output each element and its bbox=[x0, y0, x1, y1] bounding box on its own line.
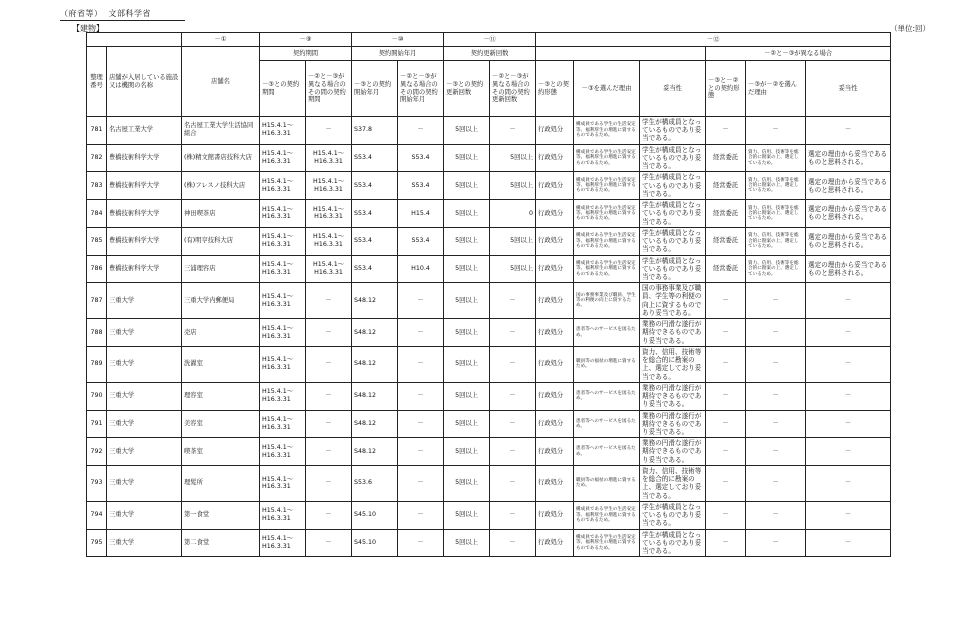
institution-cell: 豊橋技術科学大学 bbox=[107, 227, 182, 255]
contract-period-cell: H15.4.1～H16.3.31 bbox=[260, 410, 306, 438]
validity-cell: 学生が構成員となっているものであり妥当である。 bbox=[640, 501, 706, 529]
validity-cell: 国の事務事業及び職員、学生等の利便の向上に資するものであり妥当である。 bbox=[640, 283, 706, 319]
contract-form-alt-cell: － bbox=[706, 438, 746, 466]
reason-alt-cell: － bbox=[746, 465, 806, 501]
contract-form-alt-cell: － bbox=[706, 410, 746, 438]
institution-cell: 三重大学 bbox=[107, 283, 182, 319]
contract-period-cell: H15.4.1～H16.3.31 bbox=[260, 200, 306, 228]
institution-cell: 三重大学 bbox=[107, 382, 182, 410]
contract-period-cell: H15.4.1～H16.3.31 bbox=[260, 465, 306, 501]
contract-start-alt-cell: － bbox=[398, 529, 444, 557]
store-name-cell: 名古屋工業大学生活協同組合 bbox=[182, 117, 260, 145]
contract-start-alt-cell: － bbox=[398, 382, 444, 410]
contract-period-cell: H15.4.1～H16.3.31 bbox=[260, 319, 306, 347]
contract-period-alt-cell: － bbox=[306, 438, 352, 466]
contract-start-cell: S48.12 bbox=[352, 346, 398, 382]
contract-start-cell: S45.10 bbox=[352, 501, 398, 529]
contract-period-alt-cell: － bbox=[306, 346, 352, 382]
reason-alt-cell: － bbox=[746, 346, 806, 382]
header-c12d: －③と－②との契約形態 bbox=[706, 61, 746, 117]
store-name-cell: (株)フレスノ技科大店 bbox=[182, 172, 260, 200]
contract-form-alt-cell: － bbox=[706, 529, 746, 557]
contract-start-cell: S48.12 bbox=[352, 319, 398, 347]
contract-start-cell: S48.12 bbox=[352, 438, 398, 466]
store-name-cell: 三重大学内郵便局 bbox=[182, 283, 260, 319]
reason-cell: 患者等へのサービスを図るため。 bbox=[574, 319, 640, 347]
validity-cell: 資力、信用、技術等を総合的に勘案の上、選定しており妥当である。 bbox=[640, 346, 706, 382]
header-renewal-count: 契約更新回数 bbox=[444, 47, 536, 61]
renewal-count-cell: 5回以上 bbox=[444, 255, 490, 283]
renewal-count-alt-cell: 5回以上 bbox=[490, 172, 536, 200]
contract-start-cell: S53.4 bbox=[352, 200, 398, 228]
renewal-count-cell: 5回以上 bbox=[444, 172, 490, 200]
validity-cell: 学生が構成員となっているものであり妥当である。 bbox=[640, 529, 706, 557]
header-institution: 店舗が入居している施設又は機関の名称 bbox=[107, 47, 182, 117]
header-no: 整理番号 bbox=[87, 47, 107, 117]
store-name-cell: 喫茶室 bbox=[182, 438, 260, 466]
contract-start-alt-cell: － bbox=[398, 117, 444, 145]
contract-form-alt-cell: － bbox=[706, 283, 746, 319]
validity-alt-cell: － bbox=[806, 501, 891, 529]
validity-alt-cell: 選定の理由から妥当であるものと思料される。 bbox=[806, 144, 891, 172]
contract-form-cell: 行政処分 bbox=[536, 319, 574, 347]
validity-alt-cell: － bbox=[806, 529, 891, 557]
row-number: 783 bbox=[87, 172, 107, 200]
contract-start-alt-cell: S53.4 bbox=[398, 227, 444, 255]
renewal-count-cell: 5回以上 bbox=[444, 283, 490, 319]
header-row-sub bbox=[87, 47, 891, 61]
ministry-header bbox=[60, 8, 157, 19]
institution-cell: 三重大学 bbox=[107, 346, 182, 382]
contract-period-cell: H15.4.1～H16.3.31 bbox=[260, 117, 306, 145]
table-row bbox=[87, 283, 891, 319]
contract-start-alt-cell: S53.4 bbox=[398, 144, 444, 172]
row-number: 789 bbox=[87, 346, 107, 382]
validity-cell: 業務の円滑な遂行が期待できるものであり妥当である。 bbox=[640, 438, 706, 466]
contract-form-alt-cell: 経営委託 bbox=[706, 255, 746, 283]
contract-period-alt-cell: H15.4.1～H16.3.31 bbox=[306, 227, 352, 255]
contract-form-cell: 行政処分 bbox=[536, 200, 574, 228]
renewal-count-alt-cell: 5回以上 bbox=[490, 144, 536, 172]
renewal-count-alt-cell: 5回以上 bbox=[490, 255, 536, 283]
reason-cell: 構成員である学生の生活安定等、福利厚生の増進に資するものであるため。 bbox=[574, 529, 640, 557]
contract-start-cell: S48.12 bbox=[352, 382, 398, 410]
contract-form-cell: 行政処分 bbox=[536, 144, 574, 172]
row-number: 788 bbox=[87, 319, 107, 347]
row-number: 787 bbox=[87, 283, 107, 319]
contract-period-cell: H15.4.1～H16.3.31 bbox=[260, 283, 306, 319]
contract-form-alt-cell: 経営委託 bbox=[706, 200, 746, 228]
contract-start-alt-cell: － bbox=[398, 465, 444, 501]
contract-form-alt-cell: － bbox=[706, 501, 746, 529]
institution-cell: 名古屋工業大学 bbox=[107, 117, 182, 145]
contract-period-cell: H15.4.1～H16.3.31 bbox=[260, 438, 306, 466]
header-c10b: －②と－③が異なる場合のその間の契約開始年月 bbox=[398, 61, 444, 117]
contract-form-cell: 行政処分 bbox=[536, 465, 574, 501]
validity-cell: 業務の円滑な遂行が期待できるものであり妥当である。 bbox=[640, 410, 706, 438]
validity-cell: 学生が構成員となっているものであり妥当である。 bbox=[640, 255, 706, 283]
store-name-cell: 理髪所 bbox=[182, 465, 260, 501]
contract-form-cell: 行政処分 bbox=[536, 529, 574, 557]
validity-cell: 業務の円滑な遂行が期待できるものであり妥当である。 bbox=[640, 319, 706, 347]
contract-start-alt-cell: H15.4 bbox=[398, 200, 444, 228]
ministry-label: （府省等） bbox=[60, 9, 103, 18]
table-row bbox=[87, 172, 891, 200]
reason-cell: 構成員である学生の生活安定等、福利厚生の増進に資するものであるため。 bbox=[574, 144, 640, 172]
header-g9: －⑨ bbox=[260, 33, 352, 47]
contract-table bbox=[86, 32, 891, 557]
store-name-cell: 売店 bbox=[182, 319, 260, 347]
renewal-count-cell: 5回以上 bbox=[444, 144, 490, 172]
table-body bbox=[87, 117, 891, 557]
table-row bbox=[87, 200, 891, 228]
header-c11a: －③との契約更新回数 bbox=[444, 61, 490, 117]
header-c11b: －②と－③が異なる場合のその間の契約更新回数 bbox=[490, 61, 536, 117]
reason-alt-cell: － bbox=[746, 501, 806, 529]
reason-cell: 構成員である学生の生活安定等、福利厚生の増進に資するものであるため。 bbox=[574, 501, 640, 529]
contract-start-cell: S48.12 bbox=[352, 410, 398, 438]
reason-cell: 患者等へのサービスを図るため。 bbox=[574, 382, 640, 410]
institution-cell: 三重大学 bbox=[107, 319, 182, 347]
renewal-count-cell: 5回以上 bbox=[444, 465, 490, 501]
section-label: 【建物】 bbox=[72, 24, 104, 33]
institution-cell: 三重大学 bbox=[107, 501, 182, 529]
validity-alt-cell: － bbox=[806, 319, 891, 347]
reason-cell: 患者等へのサービスを図るため。 bbox=[574, 438, 640, 466]
renewal-count-cell: 5回以上 bbox=[444, 382, 490, 410]
reason-alt-cell: 資力、信用、技術等を総合的に勘案の上、選定しているため。 bbox=[746, 200, 806, 228]
reason-alt-cell: 資力、信用、技術等を総合的に勘案の上、選定しているため。 bbox=[746, 144, 806, 172]
contract-period-cell: H15.4.1～H16.3.31 bbox=[260, 501, 306, 529]
contract-period-alt-cell: － bbox=[306, 465, 352, 501]
store-name-cell: 美容室 bbox=[182, 410, 260, 438]
table-row bbox=[87, 144, 891, 172]
contract-period-cell: H15.4.1～H16.3.31 bbox=[260, 255, 306, 283]
row-number: 795 bbox=[87, 529, 107, 557]
contract-form-cell: 行政処分 bbox=[536, 283, 574, 319]
reason-alt-cell: － bbox=[746, 319, 806, 347]
renewal-count-cell: 5回以上 bbox=[444, 319, 490, 347]
contract-start-cell: S45.10 bbox=[352, 529, 398, 557]
contract-period-alt-cell: － bbox=[306, 319, 352, 347]
validity-alt-cell: － bbox=[806, 382, 891, 410]
validity-alt-cell: － bbox=[806, 346, 891, 382]
contract-form-cell: 行政処分 bbox=[536, 117, 574, 145]
validity-cell: 学生が構成員となっているものであり妥当である。 bbox=[640, 172, 706, 200]
header-c12e: －③が－②を選んだ理由 bbox=[746, 61, 806, 117]
header-c10a: －③との契約開始年月 bbox=[352, 61, 398, 117]
contract-period-cell: H15.4.1～H16.3.31 bbox=[260, 172, 306, 200]
contract-form-alt-cell: 経営委託 bbox=[706, 144, 746, 172]
store-name-cell: 第二食堂 bbox=[182, 529, 260, 557]
renewal-count-cell: 5回以上 bbox=[444, 501, 490, 529]
row-number: 785 bbox=[87, 227, 107, 255]
row-number: 790 bbox=[87, 382, 107, 410]
reason-cell: 職員等の福祉の増進に資するため。 bbox=[574, 465, 640, 501]
contract-start-alt-cell: － bbox=[398, 283, 444, 319]
contract-form-alt-cell: 経営委託 bbox=[706, 172, 746, 200]
contract-start-alt-cell: － bbox=[398, 346, 444, 382]
reason-alt-cell: － bbox=[746, 410, 806, 438]
renewal-count-alt-cell: － bbox=[490, 501, 536, 529]
store-name-cell: (有)明亨技科大店 bbox=[182, 227, 260, 255]
row-number: 791 bbox=[87, 410, 107, 438]
table-row bbox=[87, 227, 891, 255]
contract-start-alt-cell: － bbox=[398, 501, 444, 529]
validity-alt-cell: 選定の理由から妥当であるものと思料される。 bbox=[806, 227, 891, 255]
contract-period-alt-cell: － bbox=[306, 529, 352, 557]
row-number: 782 bbox=[87, 144, 107, 172]
reason-alt-cell: 資力、信用、技術等を総合的に勘案の上、選定しているため。 bbox=[746, 255, 806, 283]
validity-alt-cell: － bbox=[806, 465, 891, 501]
validity-alt-cell: 選定の理由から妥当であるものと思料される。 bbox=[806, 255, 891, 283]
header-c12a: －③との契約形態 bbox=[536, 61, 574, 117]
reason-alt-cell: － bbox=[746, 382, 806, 410]
header-c9a: －③との契約期間 bbox=[260, 61, 306, 117]
validity-alt-cell: － bbox=[806, 117, 891, 145]
contract-period-cell: H15.4.1～H16.3.31 bbox=[260, 346, 306, 382]
validity-alt-cell: 選定の理由から妥当であるものと思料される。 bbox=[806, 200, 891, 228]
renewal-count-alt-cell: － bbox=[490, 283, 536, 319]
table-row bbox=[87, 465, 891, 501]
row-number: 784 bbox=[87, 200, 107, 228]
header-g12b: －②と－③が異なる場合 bbox=[706, 47, 891, 61]
contract-form-alt-cell: 経営委託 bbox=[706, 227, 746, 255]
header-g10: －⑩ bbox=[352, 33, 444, 47]
validity-alt-cell: － bbox=[806, 410, 891, 438]
reason-cell: 構成員である学生の生活安定等、福利厚生の増進に資するものであるため。 bbox=[574, 200, 640, 228]
renewal-count-alt-cell: 5回以上 bbox=[490, 227, 536, 255]
contract-start-cell: S48.12 bbox=[352, 283, 398, 319]
contract-form-alt-cell: － bbox=[706, 346, 746, 382]
contract-form-alt-cell: － bbox=[706, 382, 746, 410]
institution-cell: 豊橋技術科学大学 bbox=[107, 144, 182, 172]
contract-start-cell: S53.4 bbox=[352, 255, 398, 283]
store-name-cell: 三浦理容店 bbox=[182, 255, 260, 283]
contract-start-cell: S53.4 bbox=[352, 172, 398, 200]
validity-alt-cell: 選定の理由から妥当であるものと思料される。 bbox=[806, 172, 891, 200]
header-c12b: －③を選んだ理由 bbox=[574, 61, 640, 117]
store-name-cell: (株)精文館書店技科大店 bbox=[182, 144, 260, 172]
institution-cell: 三重大学 bbox=[107, 529, 182, 557]
table-row bbox=[87, 410, 891, 438]
contract-period-alt-cell: H15.4.1～H16.3.31 bbox=[306, 172, 352, 200]
reason-alt-cell: 資力、信用、技術等を総合的に勘案の上、選定しているため。 bbox=[746, 227, 806, 255]
table-row bbox=[87, 346, 891, 382]
reason-alt-cell: 資力、信用、技術等を総合的に勘案の上、選定しているため。 bbox=[746, 172, 806, 200]
contract-start-alt-cell: S53.4 bbox=[398, 172, 444, 200]
header-blank bbox=[87, 33, 182, 47]
contract-form-alt-cell: － bbox=[706, 465, 746, 501]
institution-cell: 豊橋技術科学大学 bbox=[107, 172, 182, 200]
reason-cell: 職員等の福祉の増進に資するため。 bbox=[574, 346, 640, 382]
header-c9b: －②と－③が異なる場合のその間の契約期間 bbox=[306, 61, 352, 117]
renewal-count-alt-cell: － bbox=[490, 346, 536, 382]
institution-cell: 三重大学 bbox=[107, 465, 182, 501]
contract-start-alt-cell: － bbox=[398, 410, 444, 438]
contract-form-cell: 行政処分 bbox=[536, 410, 574, 438]
renewal-count-alt-cell: － bbox=[490, 529, 536, 557]
contract-start-cell: S53.6 bbox=[352, 465, 398, 501]
renewal-count-alt-cell: － bbox=[490, 410, 536, 438]
contract-form-cell: 行政処分 bbox=[536, 255, 574, 283]
reason-alt-cell: － bbox=[746, 438, 806, 466]
store-name-cell: 第一食堂 bbox=[182, 501, 260, 529]
row-number: 793 bbox=[87, 465, 107, 501]
contract-period-alt-cell: － bbox=[306, 117, 352, 145]
contract-period-alt-cell: － bbox=[306, 501, 352, 529]
header-store: 店舗名 bbox=[182, 47, 260, 117]
contract-period-alt-cell: H15.4.1～H16.3.31 bbox=[306, 144, 352, 172]
renewal-count-alt-cell: 0 bbox=[490, 200, 536, 228]
header-g12: －⑫ bbox=[536, 33, 891, 47]
institution-cell: 豊橋技術科学大学 bbox=[107, 200, 182, 228]
contract-start-alt-cell: H10.4 bbox=[398, 255, 444, 283]
header-g1: －① bbox=[182, 33, 260, 47]
table-row bbox=[87, 382, 891, 410]
header-c12c: 妥当性 bbox=[640, 61, 706, 117]
contract-form-alt-cell: － bbox=[706, 117, 746, 145]
contract-form-cell: 行政処分 bbox=[536, 346, 574, 382]
institution-cell: 三重大学 bbox=[107, 410, 182, 438]
renewal-count-alt-cell: － bbox=[490, 117, 536, 145]
store-name-cell: 理容室 bbox=[182, 382, 260, 410]
contract-start-alt-cell: － bbox=[398, 319, 444, 347]
renewal-count-cell: 5回以上 bbox=[444, 438, 490, 466]
renewal-count-cell: 5回以上 bbox=[444, 410, 490, 438]
reason-cell: 患者等へのサービスを図るため。 bbox=[574, 410, 640, 438]
contract-period-alt-cell: － bbox=[306, 382, 352, 410]
contract-period-alt-cell: H15.4.1～H16.3.31 bbox=[306, 200, 352, 228]
contract-form-cell: 行政処分 bbox=[536, 382, 574, 410]
validity-cell: 学生が構成員となっているものであり妥当である。 bbox=[640, 144, 706, 172]
table-row bbox=[87, 501, 891, 529]
row-number: 781 bbox=[87, 117, 107, 145]
contract-form-cell: 行政処分 bbox=[536, 501, 574, 529]
contract-form-cell: 行政処分 bbox=[536, 438, 574, 466]
contract-period-alt-cell: － bbox=[306, 283, 352, 319]
contract-form-cell: 行政処分 bbox=[536, 172, 574, 200]
institution-cell: 三重大学 bbox=[107, 438, 182, 466]
reason-cell: 構成員である学生の生活安定等、福利厚生の増進に資するものであるため。 bbox=[574, 227, 640, 255]
renewal-count-alt-cell: － bbox=[490, 382, 536, 410]
row-number: 792 bbox=[87, 438, 107, 466]
table-row bbox=[87, 438, 891, 466]
contract-period-cell: H15.4.1～H16.3.31 bbox=[260, 227, 306, 255]
contract-period-alt-cell: H15.4.1～H16.3.31 bbox=[306, 255, 352, 283]
renewal-count-cell: 5回以上 bbox=[444, 117, 490, 145]
reason-cell: 国の事務事業及び職員、学生等の利便の向上に資するため。 bbox=[574, 283, 640, 319]
contract-start-cell: S53.4 bbox=[352, 227, 398, 255]
header-g11: －⑪ bbox=[444, 33, 536, 47]
contract-start-cell: S37.8 bbox=[352, 117, 398, 145]
renewal-count-cell: 5回以上 bbox=[444, 227, 490, 255]
header-c12f: 妥当性 bbox=[806, 61, 891, 117]
reason-cell: 構成員である学生の生活安定等、福利厚生の増進に資するものであるため。 bbox=[574, 172, 640, 200]
header-underline bbox=[60, 20, 185, 21]
renewal-count-cell: 5回以上 bbox=[444, 200, 490, 228]
institution-cell: 豊橋技術科学大学 bbox=[107, 255, 182, 283]
row-number: 786 bbox=[87, 255, 107, 283]
header-contract-start: 契約開始年月 bbox=[352, 47, 444, 61]
validity-cell: 学生が構成員となっているものであり妥当である。 bbox=[640, 227, 706, 255]
table-row bbox=[87, 117, 891, 145]
reason-alt-cell: － bbox=[746, 529, 806, 557]
contract-period-cell: H15.4.1～H16.3.31 bbox=[260, 382, 306, 410]
reason-alt-cell: － bbox=[746, 117, 806, 145]
table-row bbox=[87, 529, 891, 557]
store-name-cell: 神田喫茶店 bbox=[182, 200, 260, 228]
reason-cell: 構成員である学生の生活安定等、福利厚生の増進に資するものであるため。 bbox=[574, 255, 640, 283]
header-contract-period: 契約期間 bbox=[260, 47, 352, 61]
renewal-count-alt-cell: － bbox=[490, 319, 536, 347]
contract-period-cell: H15.4.1～H16.3.31 bbox=[260, 529, 306, 557]
contract-start-alt-cell: － bbox=[398, 438, 444, 466]
validity-alt-cell: － bbox=[806, 283, 891, 319]
validity-cell: 資力、信用、技術等を総合的に勘案の上、選定しており妥当である。 bbox=[640, 465, 706, 501]
row-number: 794 bbox=[87, 501, 107, 529]
contract-period-alt-cell: － bbox=[306, 410, 352, 438]
contract-form-cell: 行政処分 bbox=[536, 227, 574, 255]
table-row bbox=[87, 255, 891, 283]
contract-form-alt-cell: － bbox=[706, 319, 746, 347]
validity-cell: 学生が構成員となっているものであり妥当である。 bbox=[640, 200, 706, 228]
unit-label: （単位:回） bbox=[889, 24, 930, 33]
header-blank-12 bbox=[536, 47, 706, 61]
ministry-name: 文部科学省 bbox=[108, 9, 151, 18]
reason-cell: 構成員である学生の生活安定等、福利厚生の増進に資するものであるため。 bbox=[574, 117, 640, 145]
header-row-groups bbox=[87, 33, 891, 47]
contract-start-cell: S53.4 bbox=[352, 144, 398, 172]
validity-cell: 学生が構成員となっているものであり妥当である。 bbox=[640, 117, 706, 145]
validity-alt-cell: － bbox=[806, 438, 891, 466]
renewal-count-alt-cell: － bbox=[490, 438, 536, 466]
store-name-cell: 洗濯室 bbox=[182, 346, 260, 382]
contract-period-cell: H15.4.1～H16.3.31 bbox=[260, 144, 306, 172]
reason-alt-cell: － bbox=[746, 283, 806, 319]
table-row bbox=[87, 319, 891, 347]
renewal-count-alt-cell: － bbox=[490, 465, 536, 501]
renewal-count-cell: 5回以上 bbox=[444, 346, 490, 382]
validity-cell: 業務の円滑な遂行が期待できるものであり妥当である。 bbox=[640, 382, 706, 410]
renewal-count-cell: 5回以上 bbox=[444, 529, 490, 557]
